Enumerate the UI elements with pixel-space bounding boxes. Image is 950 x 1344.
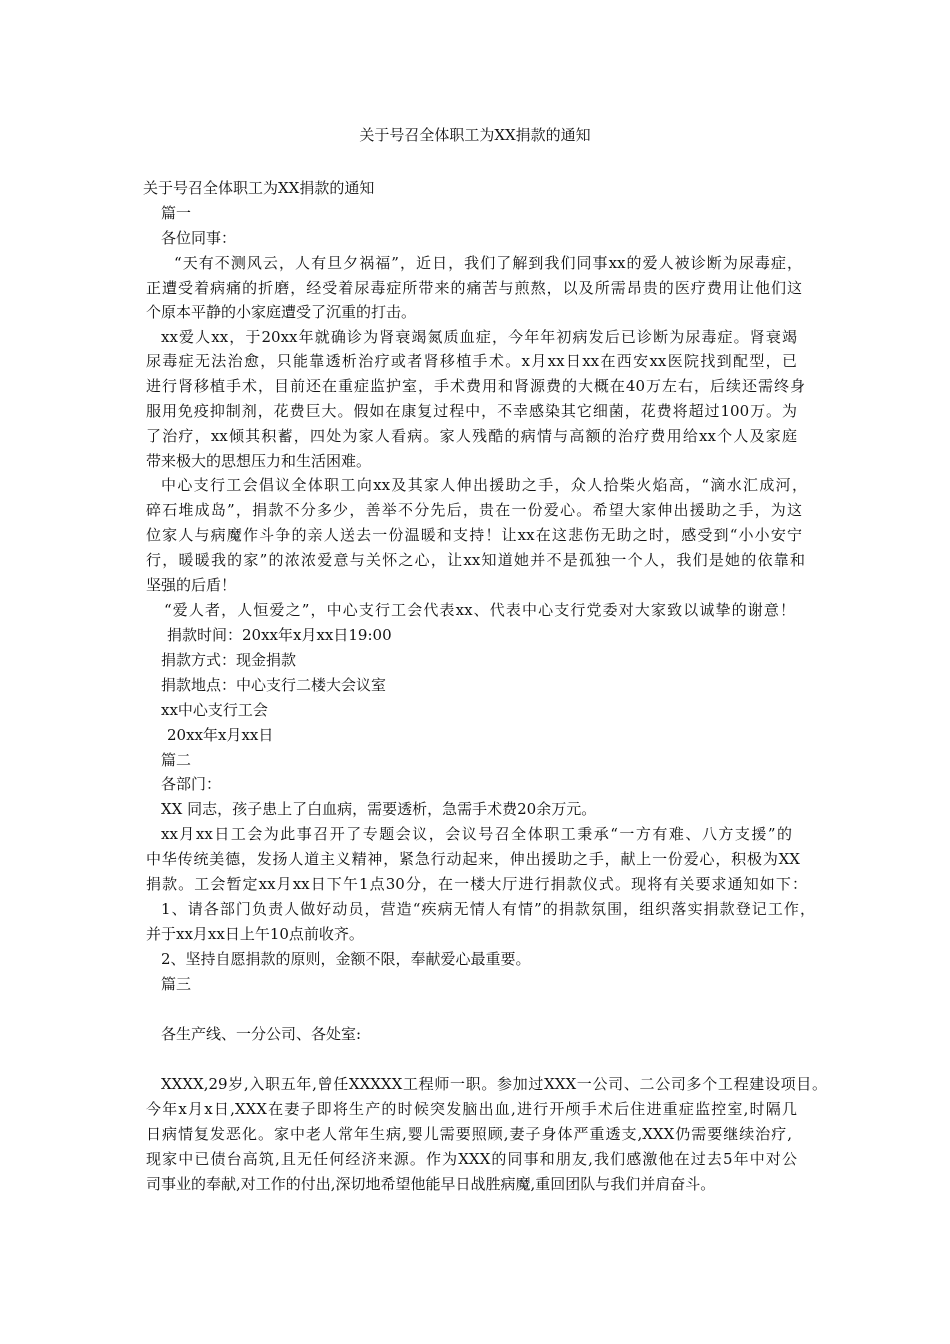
paragraph-line: 服用免疫抑制剂，花费巨大。假如在康复过程中，不幸感染其它细菌，花费将超过100万。为 xyxy=(146,402,797,420)
paragraph-line: “天有不测风云，人有旦夕祸福”，近日，我们了解到我们同事xx的爱人被诊断为尿毒症， xyxy=(174,254,802,272)
salutation: 各部门： xyxy=(161,775,222,793)
paragraph-line: 现家中已债台高筑,且无任何经济来源。作为XXX的同事和朋友,我们感激他在过去5年中对公 xyxy=(146,1150,797,1168)
paragraph-line: 中华传统美德，发扬人道主义精神，紧急行动起来，伸出援助之手，献上一份爱心，积极为XX xyxy=(146,850,800,868)
paragraph-line: 坚强的后盾！ xyxy=(146,576,237,594)
paragraph-line: 带来极大的思想压力和生活困难。 xyxy=(146,452,372,470)
section-label-2: 篇二 xyxy=(161,751,192,769)
section-label-3: 篇三 xyxy=(161,975,192,993)
paragraph-line: XXXX,29岁,入职五年,曾任XXXXX工程师一职。参加过XXX一公司、二公司多个工程建设项目。 xyxy=(161,1075,827,1093)
paragraph-line: xx月xx日工会为此事召开了专题会议，会议号召全体职工秉承“一方有难、八方支援”的 xyxy=(161,825,792,843)
paragraph-line: 今年x月x日,XXX在妻子即将生产的时候突发脑出血,进行开颅手术后住进重症监控室,时隔几 xyxy=(146,1100,797,1118)
paragraph-line: 2、坚持自愿捐款的原则，金额不限，奉献爱心最重要。 xyxy=(161,950,531,968)
donation-location: 捐款地点：中心支行二楼大会议室 xyxy=(161,676,387,694)
paragraph-line: 尿毒症无法治愈，只能靠透析治疗或者肾移植手术。x月xx日xx在西安xx医院找到配型，已 xyxy=(146,352,797,370)
paragraph-line: 个原本平静的小家庭遭受了沉重的打击。 xyxy=(146,303,417,321)
paragraph-line: 并于xx月xx日上午10点前收齐。 xyxy=(146,925,364,943)
salutation: 各位同事： xyxy=(161,229,237,247)
paragraph-line: 位家人与病魔作斗争的亲人送去一份温暖和支持！让xx在这悲伤无助之时，感受到“小小安宁 xyxy=(146,526,802,544)
signature-org: xx中心支行工会 xyxy=(161,701,268,719)
paragraph-line: 1、请各部门负责人做好动员，营造“疾病无情人有情”的捐款氛围，组织落实捐款登记工作， xyxy=(161,900,815,918)
paragraph-line: 司事业的奉献,对工作的付出,深切地希望他能早日战胜病魔,重回团队与我们并肩奋斗。 xyxy=(146,1175,716,1193)
paragraph-line: 正遭受着病痛的折磨，经受着尿毒症所带来的痛苦与煎熬，以及所需昂贵的医疗费用让他们这 xyxy=(146,279,802,297)
donation-time: 捐款时间：20xx年x月xx日19:00 xyxy=(167,626,392,644)
paragraph-line: “爱人者，人恒爱之”，中心支行工会代表xx、代表中心支行党委对大家致以诚挚的谢意！ xyxy=(164,601,795,619)
document-title: 关于号召全体职工为XX捐款的通知 xyxy=(359,126,591,144)
paragraph-line: 日病情复发恶化。家中老人常年生病,婴儿需要照顾,妻子身体严重透支,XXX仍需要继续治疗, xyxy=(146,1125,792,1143)
paragraph-line: 捐款。工会暂定xx月xx日下午1点30分，在一楼大厅进行捐款仪式。现将有关要求通知如下： xyxy=(146,875,807,893)
heading-line: 关于号召全体职工为XX捐款的通知 xyxy=(143,179,375,197)
signature-date: 20xx年x月xx日 xyxy=(167,726,274,744)
paragraph-line: 进行肾移植手术，目前还在重症监护室，手术费用和肾源费的大概在40万左右，后续还需终身 xyxy=(146,377,805,395)
paragraph-line: 碎石堆成岛”，捐款不分多少，善举不分先后，贵在一份爱心。希望大家伸出援助之手，为这 xyxy=(146,501,802,519)
salutation: 各生产线、一分公司、各处室: xyxy=(161,1025,362,1043)
paragraph-line: XX 同志，孩子患上了白血病，需要透析，急需手术费20余万元。 xyxy=(161,800,597,818)
paragraph-line: xx爱人xx，于20xx年就确诊为肾衰竭氮质血症，今年年初病发后已诊断为尿毒症。肾衰竭 xyxy=(161,328,797,346)
paragraph-line: 了治疗，xx倾其积蓄，四处为家人看病。家人残酷的病情与高额的治疗费用给xx个人及家庭 xyxy=(146,427,797,445)
donation-method: 捐款方式：现金捐款 xyxy=(161,651,297,669)
paragraph-line: 中心支行工会倡议全体职工向xx及其家人伸出援助之手，众人拾柴火焰高，“滴水汇成河， xyxy=(161,476,807,494)
paragraph-line: 行，暖暖我的家”的浓浓爱意与关怀之心，让xx知道她并不是孤独一个人，我们是她的依靠和 xyxy=(146,551,805,569)
section-label-1: 篇一 xyxy=(161,204,192,222)
